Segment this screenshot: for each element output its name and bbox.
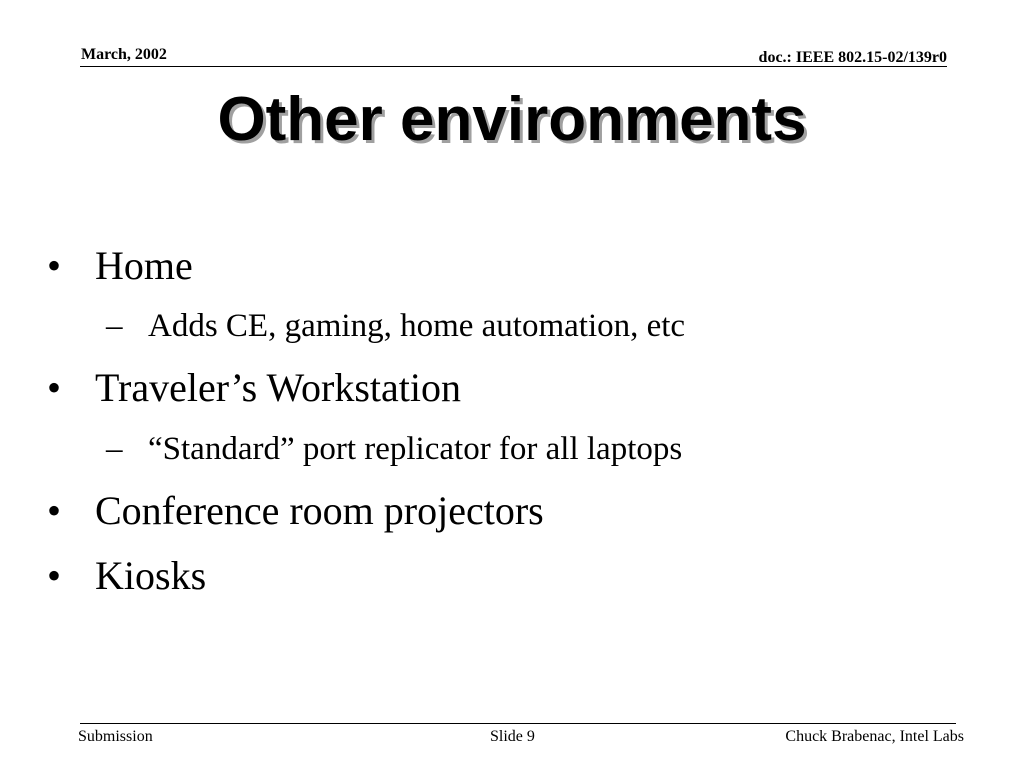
footer-submission: Submission — [78, 728, 153, 745]
bullet-text: Conference room projectors — [95, 488, 544, 533]
bullet-text: Kiosks — [95, 553, 207, 598]
header-date: March, 2002 — [81, 46, 167, 63]
footer-divider — [80, 723, 956, 724]
header-doc-id: doc.: IEEE 802.15-02/139r0 — [758, 49, 947, 66]
bullet-text: Home — [95, 243, 193, 288]
bullet-marker: • — [47, 365, 62, 410]
footer-author: Chuck Brabenac, Intel Labs — [785, 728, 964, 745]
sub-bullet-marker: – — [106, 431, 123, 467]
bullet-marker: • — [47, 488, 62, 533]
bullet-marker: • — [47, 243, 62, 288]
sub-bullet-text: “Standard” port replicator for all laptops — [148, 431, 683, 467]
sub-bullet-marker: – — [106, 308, 123, 344]
sub-bullet-text: Adds CE, gaming, home automation, etc — [148, 308, 686, 344]
bullet-text: Traveler’s Workstation — [95, 365, 462, 410]
slide-title: Other environments — [217, 85, 807, 154]
bullet-marker: • — [47, 553, 62, 598]
footer-slide-number: Slide 9 — [490, 728, 535, 745]
